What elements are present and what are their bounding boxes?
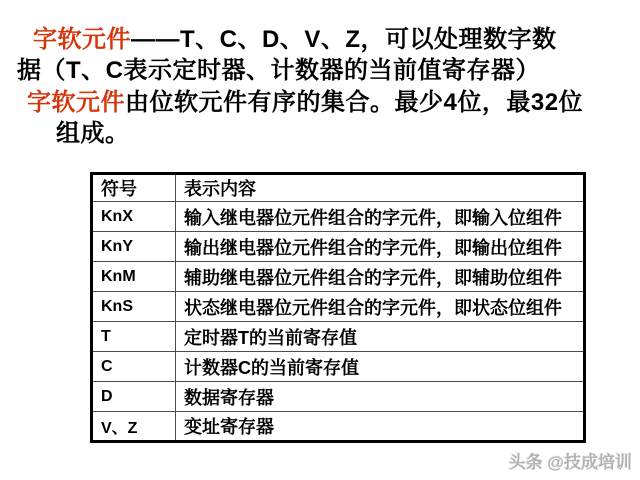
intro-line-1-text: ——T、C、D、V、Z，可以处理数字数 [131,26,557,53]
intro-line-2 [17,57,540,86]
content-knx: 输入继电器位元件组合的字元件，即输入位组件 [176,202,585,232]
intro-line-3-text: 由位软元件有序的集合。最少4位，最32位 [125,89,584,116]
content-c: 计数器C的当前寄存值 [176,352,585,382]
symbol-d: D [92,382,176,412]
content-vz: 变址寄存器 [176,412,585,442]
header-content: 表示内容 [176,174,585,202]
content-d: 数据寄存器 [176,382,585,412]
table-row [92,232,585,262]
symbol-vz: V、Z [92,412,176,442]
symbol-t: T [92,322,176,352]
term-word-element-highlight-2: 字软元件 [27,89,125,116]
table-row [92,262,585,292]
intro-line-4-text: 组成。 [56,120,130,147]
symbol-kns: KnS [92,292,176,322]
watermark-toutiao-jicheng: 头条 @技成培训 [508,453,632,472]
term-word-element-highlight: 字软元件 [33,26,131,53]
content-t: 定时器T的当前寄存值 [176,322,585,352]
intro-line-3 [27,89,583,118]
intro-line-2-text: 据（T、C表示定时器、计数器的当前值寄存器） [17,57,540,84]
word-element-table [90,172,586,443]
symbol-kny: KnY [92,232,176,262]
table-row [92,352,585,382]
symbol-c: C [92,352,176,382]
content-kny: 输出继电器位元件组合的字元件，即输出位组件 [176,232,585,262]
table-row [92,322,585,352]
table-row [92,202,585,232]
intro-line-1 [33,26,557,55]
content-kns: 状态继电器位元件组合的字元件，即状态位组件 [176,292,585,322]
table-row [92,292,585,322]
content-knm: 辅助继电器位元件组合的字元件，即辅助位组件 [176,262,585,292]
table-header-row [92,174,585,202]
symbol-knx: KnX [92,202,176,232]
table-row [92,412,585,442]
table-row [92,382,585,412]
symbol-knm: KnM [92,262,176,292]
header-symbol: 符号 [92,174,176,202]
intro-line-4 [56,120,130,149]
